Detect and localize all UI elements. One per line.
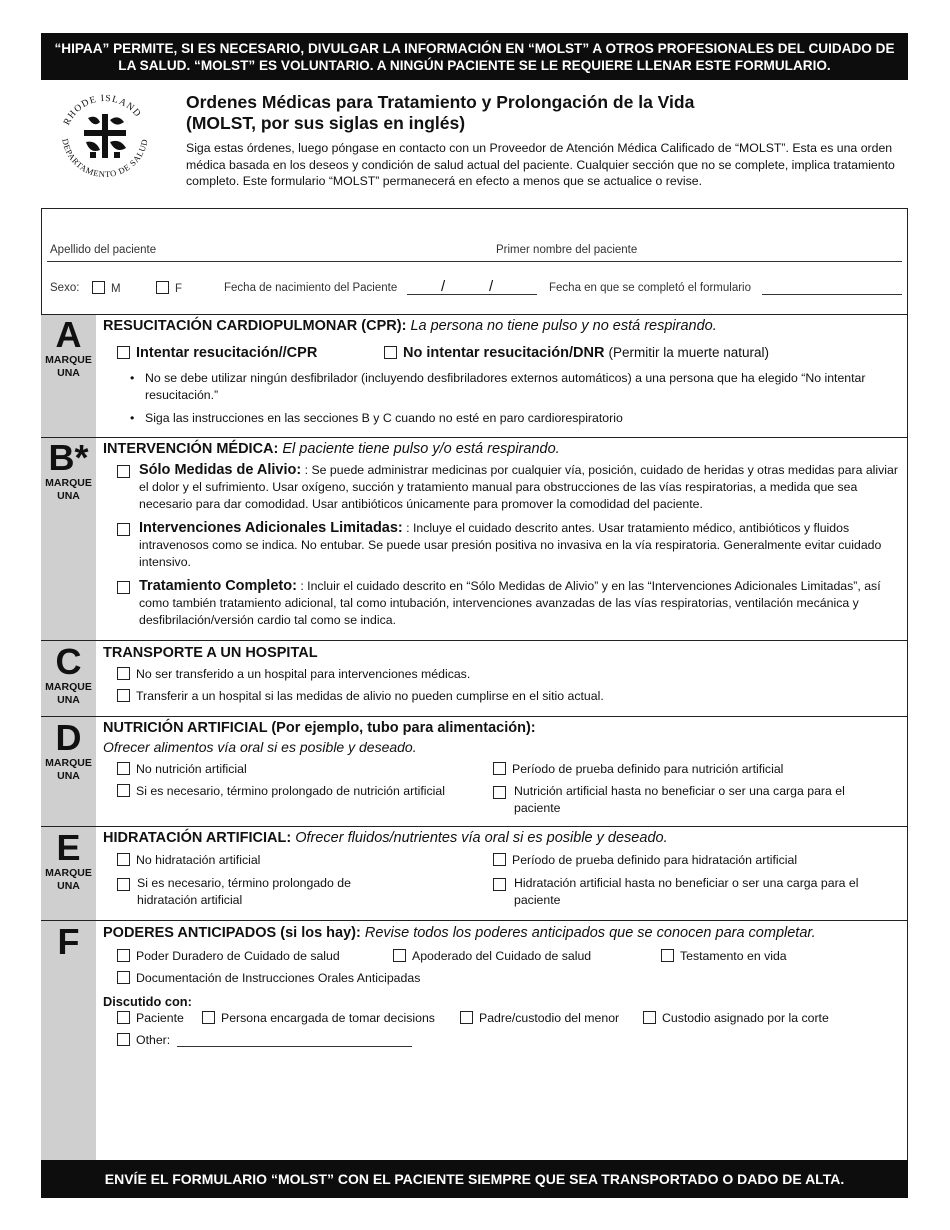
- discussed-patient-option[interactable]: Paciente: [117, 1011, 184, 1025]
- section-a-bullet: • Siga las instrucciones en las secciones B y C cuando no esté en paro cardiorespiratorio: [130, 411, 623, 425]
- section-a-letter: A MARQUE UNA: [45, 314, 92, 379]
- dob-separator-2: /: [489, 278, 494, 295]
- form-intro: Siga estas órdenes, luego póngase en contacto con un Proveedor de Atención Médica Calificado de “MOLST”. Esta es una orden médica basada en los deseos y condición de salud actual del paciente. Cualquier sección que no se complete, implica tratamiento completo. Este formulario “MOLST” permanecerá en efecto a menos que se actualice o revise.: [186, 141, 895, 188]
- discussed-guardian-option[interactable]: Custodio asignado por la corte: [643, 1011, 829, 1025]
- section-d-letter: D MARQUE UNA: [45, 717, 92, 782]
- rhode-island-seal-logo: [52, 90, 157, 185]
- section-b-letter: B* MARQUE UNA: [45, 437, 92, 502]
- section-c-letter: C MARQUE UNA: [45, 641, 92, 706]
- cpr-attempt-checkbox[interactable]: [117, 346, 130, 359]
- form-title: [186, 92, 906, 134]
- section-a-title: RESUCITACIÓN CARDIOPULMONAR (CPR): La persona no tiene pulso y no está respirando.: [103, 318, 717, 334]
- form-title-line2: (MOLST, por sus siglas en inglés): [186, 113, 466, 133]
- first-name-label: Primer nombre del paciente: [496, 244, 638, 256]
- full-treatment-checkbox[interactable]: [117, 581, 130, 594]
- sex-f-checkbox[interactable]: [156, 281, 169, 294]
- trial-nutrition-checkbox[interactable]: [493, 762, 506, 775]
- dnr-option[interactable]: No intentar resucitación/DNR (Permitir la muerte natural): [384, 345, 769, 361]
- form-title-line1: Ordenes Médicas para Tratamiento y Prolongación de la Vida: [186, 92, 695, 112]
- living-will-option[interactable]: Testamento en vida: [661, 949, 787, 963]
- limited-interventions-checkbox[interactable]: [117, 523, 130, 536]
- transfer-checkbox[interactable]: [117, 689, 130, 702]
- seal-emblem-icon: [84, 114, 126, 158]
- divider: [41, 640, 908, 641]
- trial-hydration-option[interactable]: Período de prueba definido para hidratación artificial: [493, 853, 797, 867]
- dob-separator-1: /: [441, 278, 446, 295]
- oral-directives-option[interactable]: Documentación de Instrucciones Orales Anticipadas: [117, 971, 420, 985]
- health-proxy-option[interactable]: Apoderado del Cuidado de salud: [393, 949, 591, 963]
- discussed-decision-maker-checkbox[interactable]: [202, 1011, 215, 1024]
- long-term-nutrition-option[interactable]: Si es necesario, término prolongado de nutrición artificial: [117, 784, 445, 798]
- discussed-parent-option[interactable]: Padre/custodio del menor: [460, 1011, 619, 1025]
- cpr-attempt-option[interactable]: Intentar resucitación//CPR: [117, 345, 317, 361]
- no-nutrition-option[interactable]: No nutrición artificial: [117, 762, 247, 776]
- section-d-subtitle: Ofrecer alimentos vía oral si es posible y deseado.: [103, 739, 417, 755]
- divider: [41, 826, 908, 827]
- durable-power-option[interactable]: Poder Duradero de Cuidado de salud: [117, 949, 340, 963]
- last-name-label: Apellido del paciente: [50, 244, 157, 256]
- patient-name-line[interactable]: [47, 261, 902, 262]
- hipaa-notice-bar: [41, 33, 908, 80]
- full-treatment-option[interactable]: Tratamiento Completo: : Incluir el cuidado descrito en “Sólo Medidas de Alivio” y en las “Intervenciones Adicionales Limitadas”, así como también tratamiento adicional, tal como intubación, intervenciones avanzadas de las vías respiratorias, ventilación mecánica y desfibrilación/versión cardio tal como se indica.: [139, 578, 881, 627]
- sex-f-option[interactable]: F: [156, 281, 182, 295]
- hydration-until-burden-option[interactable]: Hidratación artificial hasta no beneficiar o ser una carga para el paciente: [514, 876, 859, 907]
- completed-date-field[interactable]: [762, 294, 902, 295]
- dob-label: Fecha de nacimiento del Paciente: [224, 282, 398, 294]
- discussed-patient-checkbox[interactable]: [117, 1011, 130, 1024]
- durable-power-checkbox[interactable]: [117, 949, 130, 962]
- no-nutrition-checkbox[interactable]: [117, 762, 130, 775]
- divider: [41, 437, 908, 438]
- dnr-checkbox[interactable]: [384, 346, 397, 359]
- long-term-nutrition-checkbox[interactable]: [117, 784, 130, 797]
- no-transfer-option[interactable]: No ser transferido a un hospital para intervenciones médicas.: [117, 667, 470, 681]
- section-e-letter: E MARQUE UNA: [45, 827, 92, 892]
- hipaa-notice: “HIPAA” PERMITE, SI ES NECESARIO, DIVULGAR LA INFORMACIÓN EN “MOLST” A OTROS PROFESIONALES DEL CUIDADO DE LA SALUD. “MOLST” ES VOLUNTARIO. A NINGÚN PACIENTE SE LE REQUIERE LLENAR ESTE FORMULARIO.: [54, 40, 895, 73]
- discussed-decision-maker-option[interactable]: Persona encargada de tomar decisions: [202, 1011, 435, 1025]
- seal-bottom-text: DEPARTAMENTO DE SALUD: [60, 137, 150, 180]
- discussed-with-label: Discutido con:: [103, 994, 192, 1009]
- long-term-hydration-checkbox[interactable]: [117, 878, 130, 891]
- trial-nutrition-option[interactable]: Período de prueba definido para nutrición artificial: [493, 762, 783, 776]
- section-d-title: NUTRICIÓN ARTIFICIAL (Por ejemplo, tubo para alimentación):: [103, 720, 536, 736]
- hydration-until-burden-checkbox[interactable]: [493, 878, 506, 891]
- living-will-checkbox[interactable]: [661, 949, 674, 962]
- seal-top-text: RHODE ISLAND: [62, 93, 143, 127]
- section-c-title: TRANSPORTE A UN HOSPITAL: [103, 645, 318, 661]
- divider: [41, 716, 908, 717]
- footer-notice-bar: [41, 1160, 908, 1198]
- oral-directives-checkbox[interactable]: [117, 971, 130, 984]
- completed-date-label: Fecha en que se completó el formulario: [549, 282, 751, 294]
- comfort-measures-checkbox[interactable]: [117, 465, 130, 478]
- other-text-field[interactable]: [177, 1046, 412, 1047]
- sex-m-checkbox[interactable]: [92, 281, 105, 294]
- limited-interventions-option[interactable]: Intervenciones Adicionales Limitadas: : Incluye el cuidado descrito antes. Usar tratamiento médico, antibióticos y fluidos intravenosos como se indica. No entubar. Se puede usar presión positiva no invasiva en la vía respiratoria. Generalmente evitar cuidado intensivo.: [139, 520, 882, 569]
- divider: [41, 920, 908, 921]
- nutrition-until-burden-option[interactable]: Nutrición artificial hasta no beneficiar o ser una carga para el paciente: [514, 784, 845, 815]
- no-hydration-option[interactable]: No hidratación artificial: [117, 853, 260, 867]
- discussed-parent-checkbox[interactable]: [460, 1011, 473, 1024]
- discussed-other-option[interactable]: Other:: [117, 1033, 170, 1047]
- no-transfer-checkbox[interactable]: [117, 667, 130, 680]
- sex-label: Sexo:: [50, 282, 80, 294]
- dob-field[interactable]: [407, 294, 537, 295]
- section-a-bullet: • No se debe utilizar ningún desfibrilador (incluyendo desfibriladores externos automáticos) a una persona que ha elegido “No intentar resucitación.”: [130, 371, 866, 402]
- comfort-measures-option[interactable]: Sólo Medidas de Alivio: : Se puede administrar medicinas por cualquier vía, posición, cuidado de heridas y otras medidas para aliviar el dolor y el sufrimiento. Usar oxígeno, succión y tratamiento manual para obstrucciones de las vías respiratorias, a medida que sea necesario para dar comodidad. Usar antibióticos únicamente para promover la comodidad del paciente.: [139, 462, 898, 511]
- discussed-other-checkbox[interactable]: [117, 1033, 130, 1046]
- no-hydration-checkbox[interactable]: [117, 853, 130, 866]
- sex-m-option[interactable]: M: [92, 281, 121, 295]
- discussed-guardian-checkbox[interactable]: [643, 1011, 656, 1024]
- health-proxy-checkbox[interactable]: [393, 949, 406, 962]
- divider: [41, 314, 908, 315]
- trial-hydration-checkbox[interactable]: [493, 853, 506, 866]
- nutrition-until-burden-checkbox[interactable]: [493, 786, 506, 799]
- footer-notice: ENVÍE EL FORMULARIO “MOLST” CON EL PACIENTE SIEMPRE QUE SEA TRANSPORTADO O DADO DE ALTA.: [104, 1171, 845, 1187]
- section-f-title: PODERES ANTICIPADOS (si los hay): Revise todos los poderes anticipados que se conocen para completar.: [103, 925, 816, 941]
- section-f-letter: F: [57, 921, 80, 962]
- long-term-hydration-option[interactable]: Si es necesario, término prolongado de hidratación artificial: [137, 876, 351, 907]
- section-e-title: HIDRATACIÓN ARTIFICIAL: Ofrecer fluidos/nutrientes vía oral si es posible y deseado.: [103, 830, 668, 846]
- section-b-title: INTERVENCIÓN MÉDICA: El paciente tiene pulso y/o está respirando.: [103, 441, 560, 457]
- transfer-option[interactable]: Transferir a un hospital si las medidas de alivio no pueden cumplirse en el sitio actual.: [117, 689, 604, 703]
